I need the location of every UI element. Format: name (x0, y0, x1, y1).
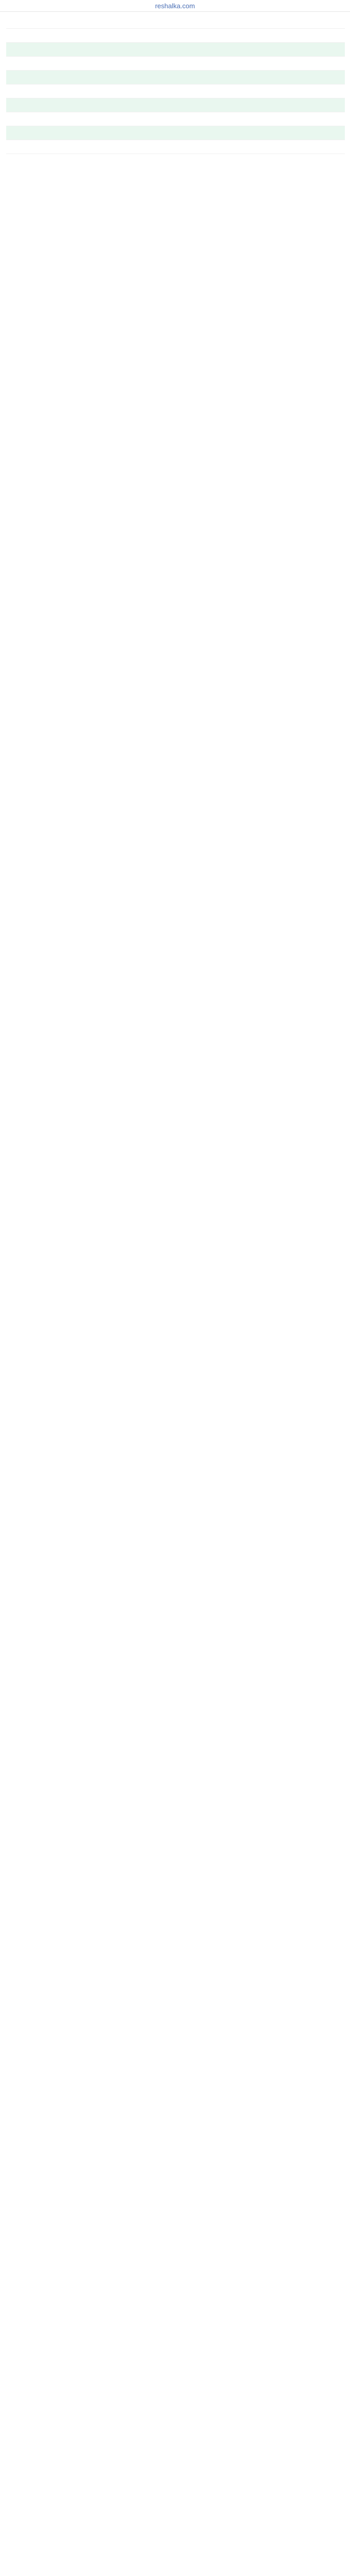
solution-section-7 (6, 98, 345, 112)
section-placeholder (6, 31, 345, 37)
section-placeholder (6, 100, 345, 107)
solution-section-8 (6, 112, 345, 126)
section-placeholder (6, 128, 345, 134)
top-bar (0, 0, 350, 12)
solution-section-4 (6, 57, 345, 71)
solution-section-9 (6, 126, 345, 140)
section-placeholder (6, 73, 345, 79)
section-placeholder (6, 142, 345, 148)
solution-content (0, 12, 350, 2576)
solution-section-6 (6, 84, 345, 98)
section-placeholder (6, 114, 345, 121)
section-placeholder (6, 17, 345, 23)
section-placeholder (6, 87, 345, 93)
solution-section-5 (6, 71, 345, 84)
section-placeholder (6, 45, 345, 51)
solution-section-10 (6, 140, 345, 154)
solution-section-3 (6, 43, 345, 57)
solution-section-2 (6, 29, 345, 43)
solution-section-1 (6, 15, 345, 29)
section-placeholder (6, 59, 345, 65)
site-link[interactable]: reshalka.com (155, 2, 195, 10)
